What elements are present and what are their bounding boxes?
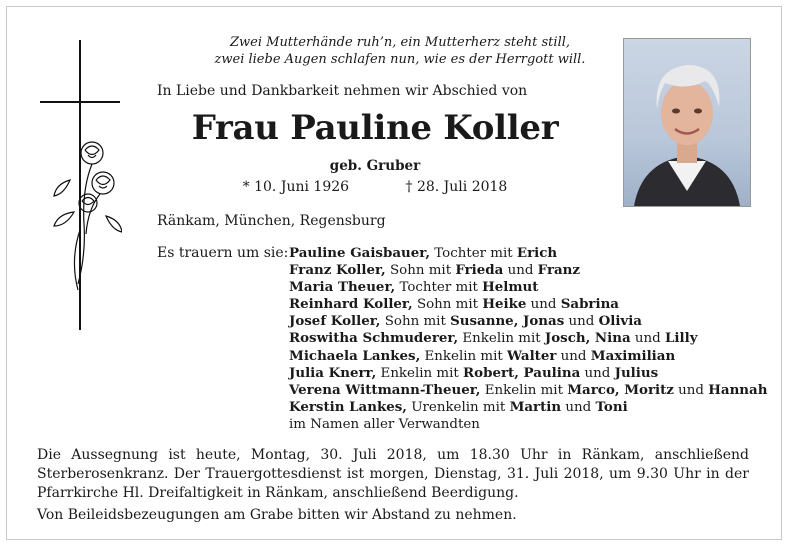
mourner-relation: Sohn mit [385, 263, 456, 279]
mourner-relation: und [561, 399, 596, 415]
mourner-entry [289, 313, 767, 330]
condolence-text: Von Beileidsbezeugungen am Grabe bitten wir Abstand zu nehmen. [37, 507, 517, 523]
mourner-name: Verena Wittmann-Theuer, [289, 381, 481, 398]
cross-with-roses-icon [40, 40, 122, 330]
mourner-entry [289, 399, 767, 416]
mourner-name: Michaela Lankes, [289, 347, 421, 364]
portrait-illustration [624, 39, 750, 206]
mourner-relation: Sohn mit [380, 314, 451, 330]
mourner-name: Franz [537, 262, 581, 279]
mourner-name: Frieda [455, 262, 504, 279]
mourner-name: Olivia [598, 313, 642, 330]
mourner-name: Josch, Nina [544, 330, 631, 347]
mourner-relation: und [564, 314, 599, 330]
life-dates [140, 179, 610, 195]
memorial-verse [150, 34, 650, 68]
mourner-entry [289, 416, 767, 433]
service-text: Die Aussegnung ist heute, Montag, 30. Juli 2018, um 18.30 Uhr in Ränkam, anschließend Sterberosenkranz. Der Trauergottesdienst ist morgen, Dienstag, 31. Juli 2018, um 9.30 Uhr in der Pfarrkirche Hl. Dreifaltigkeit in Ränkam, anschließend Beerdigung. [37, 447, 749, 501]
mourner-entry [289, 279, 767, 296]
mourner-name: Erich [516, 245, 558, 261]
mourner-name: Julia Knerr, [289, 364, 377, 381]
mourner-entry [289, 365, 767, 382]
mourner-entry [289, 330, 767, 347]
mourner-name: Maximilian [590, 347, 676, 364]
mourner-entry [289, 262, 767, 279]
mourner-relation: Tochter mit [430, 246, 517, 261]
mourner-relation: und [673, 382, 709, 398]
mourner-name: Helmut [482, 279, 539, 296]
mourner-name: Sabrina [560, 296, 619, 313]
mourner-name: Lilly [665, 330, 698, 347]
mourner-relation: Enkelin mit [376, 365, 464, 381]
mourner-relation: Enkelin mit [458, 331, 545, 347]
verse-line-1: Zwei Mutterhände ruh’n, ein Mutterherz steht still, [229, 35, 571, 50]
mourner-entry [289, 296, 767, 313]
mourner-relation: Urenkelin mit [406, 399, 510, 415]
mourner-relation: und [580, 365, 615, 381]
mourner-name: Susanne, Jonas [450, 313, 565, 330]
places: Ränkam, München, Regensburg [157, 213, 386, 229]
mourner-name: Julius [614, 364, 659, 381]
birth-date: * 10. Juni 1926 [242, 179, 350, 195]
deceased-name: Frau Pauline Koller [191, 108, 559, 148]
mourner-name: Toni [595, 398, 628, 415]
service-info [37, 446, 749, 525]
mourner-name: Pauline Gaisbauer, [289, 245, 430, 261]
death-date: † 28. Juli 2018 [405, 179, 508, 195]
portrait-photo [623, 38, 751, 207]
birth-name: geb. Gruber [329, 158, 421, 174]
intro-text: In Liebe und Dankbarkeit nehmen wir Abschied von [157, 83, 528, 99]
mourner-name: Josef Koller, [289, 313, 381, 330]
mourner-name: Reinhard Koller, [289, 296, 413, 313]
mourner-name: Walter [507, 347, 557, 364]
mourner-relation: und [526, 297, 561, 313]
mourner-relation: und [630, 331, 666, 347]
mourner-name: Hannah [708, 381, 768, 398]
mourner-name: Marco, Moritz [567, 381, 674, 398]
mourner-relation: im Namen aller Verwandten [289, 416, 480, 432]
mourner-name: Franz Koller, [289, 262, 386, 279]
mourner-relation: Tochter mit [395, 280, 483, 296]
mourner-entry [289, 245, 767, 262]
mourner-relation: Enkelin mit [480, 382, 568, 398]
mourner-name: Maria Theuer, [289, 279, 396, 296]
mourner-name: Martin [509, 398, 562, 415]
mourner-entry [289, 348, 767, 365]
mourners-label: Es trauern um sie: [157, 245, 289, 261]
mourner-entry [289, 382, 767, 399]
mourner-relation: Sohn mit [412, 297, 483, 313]
mourner-relation: Enkelin mit [420, 348, 508, 364]
mourner-name: Robert, Paulina [463, 364, 581, 381]
verse-line-2: zwei liebe Augen schlafen nun, wie es der Herrgott will. [214, 52, 586, 67]
mourner-relation: und [503, 263, 538, 279]
mourner-name: Heike [482, 296, 527, 313]
mourner-name: Roswitha Schmuderer, [289, 330, 459, 347]
mourner-name: Kerstin Lankes, [289, 398, 407, 415]
mourner-relation: und [556, 348, 591, 364]
mourners-list [289, 245, 767, 433]
